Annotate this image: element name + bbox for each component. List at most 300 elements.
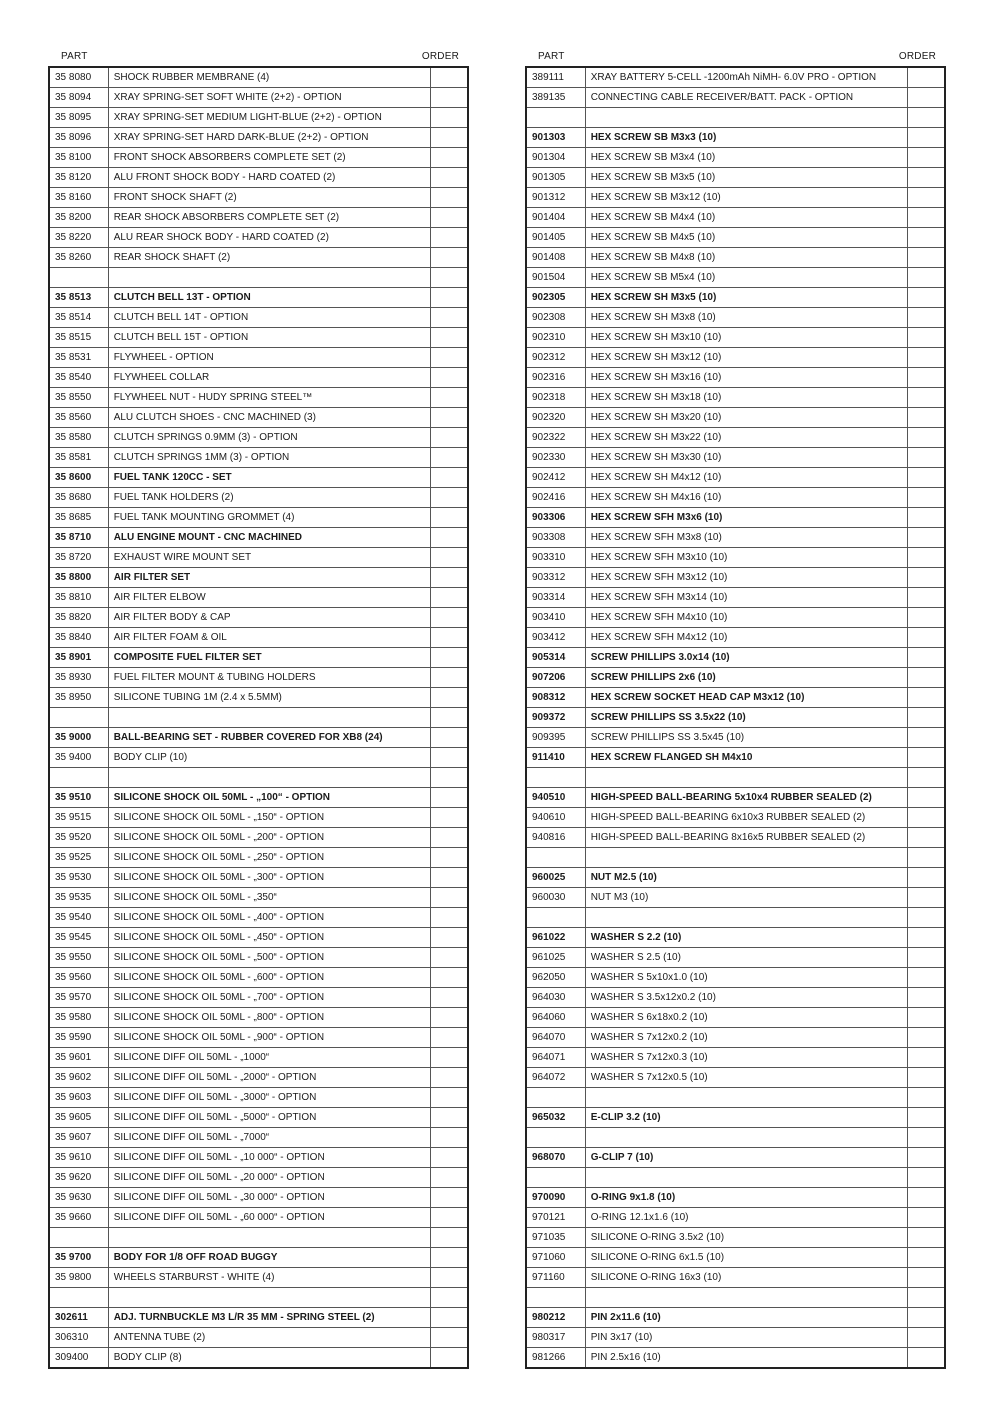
order-quantity-cell[interactable]	[430, 1328, 468, 1348]
order-quantity-cell[interactable]	[907, 968, 945, 988]
order-quantity-cell[interactable]	[907, 1048, 945, 1068]
part-description: ANTENNA TUBE (2)	[108, 1328, 430, 1348]
order-quantity-cell[interactable]	[430, 1248, 468, 1268]
order-quantity-cell[interactable]	[430, 948, 468, 968]
part-number	[526, 1088, 585, 1108]
part-description: CLUTCH BELL 14T - OPTION	[108, 308, 430, 328]
table-row	[526, 248, 945, 268]
order-quantity-cell[interactable]	[430, 308, 468, 328]
table-row	[49, 968, 468, 988]
part-number: 35 8560	[49, 408, 108, 428]
order-quantity-cell[interactable]	[907, 1208, 945, 1228]
part-number: 35 9630	[49, 1188, 108, 1208]
order-quantity-cell[interactable]	[907, 1248, 945, 1268]
order-quantity-cell[interactable]	[430, 1088, 468, 1108]
part-description: HEX SCREW SB M3x12 (10)	[585, 188, 907, 208]
part-description: HEX SCREW SH M3x18 (10)	[585, 388, 907, 408]
order-quantity-cell[interactable]	[907, 868, 945, 888]
order-quantity-cell[interactable]	[430, 408, 468, 428]
table-row	[526, 128, 945, 148]
part-number: 968070	[526, 1148, 585, 1168]
part-number: 35 9570	[49, 988, 108, 1008]
table-row	[526, 528, 945, 548]
order-quantity-cell[interactable]	[907, 88, 945, 108]
part-number	[526, 1168, 585, 1188]
part-description	[108, 1228, 430, 1248]
table-row	[49, 548, 468, 568]
order-quantity-cell[interactable]	[907, 668, 945, 688]
table-row	[49, 628, 468, 648]
table-row	[49, 768, 468, 788]
order-quantity-cell[interactable]	[907, 708, 945, 728]
part-description: WASHER S 7x12x0.5 (10)	[585, 1068, 907, 1088]
part-description: EXHAUST WIRE MOUNT SET	[108, 548, 430, 568]
order-quantity-cell[interactable]	[430, 688, 468, 708]
order-quantity-cell[interactable]	[430, 608, 468, 628]
part-number: 902316	[526, 368, 585, 388]
part-number: 911410	[526, 748, 585, 768]
table-row	[526, 188, 945, 208]
table-row	[526, 768, 945, 788]
order-quantity-cell[interactable]	[430, 568, 468, 588]
order-quantity-cell[interactable]	[430, 1228, 468, 1248]
order-quantity-cell[interactable]	[907, 888, 945, 908]
table-row	[49, 188, 468, 208]
order-quantity-cell[interactable]	[907, 988, 945, 1008]
part-number	[49, 268, 108, 288]
part-description: SILICONE SHOCK OIL 50ML - „350“	[108, 888, 430, 908]
left-parts-table	[48, 66, 469, 1369]
order-quantity-cell[interactable]	[430, 868, 468, 888]
part-description: WASHER S 7x12x0.3 (10)	[585, 1048, 907, 1068]
part-description: O-RING 12.1x1.6 (10)	[585, 1208, 907, 1228]
order-quantity-cell[interactable]	[907, 728, 945, 748]
part-description: ALU ENGINE MOUNT - CNC MACHINED	[108, 528, 430, 548]
part-number: 35 9601	[49, 1048, 108, 1068]
order-quantity-cell[interactable]	[907, 648, 945, 668]
table-row	[526, 828, 945, 848]
order-quantity-cell[interactable]	[430, 1048, 468, 1068]
order-quantity-cell[interactable]	[907, 1348, 945, 1369]
table-row	[526, 1208, 945, 1228]
table-row	[49, 468, 468, 488]
order-quantity-cell[interactable]	[430, 1168, 468, 1188]
part-description: SILICONE SHOCK OIL 50ML - „600“ - OPTION	[108, 968, 430, 988]
table-row	[526, 928, 945, 948]
part-number: 980212	[526, 1308, 585, 1328]
part-description: SILICONE DIFF OIL 50ML - „7000“	[108, 1128, 430, 1148]
table-row	[49, 1348, 468, 1369]
table-row	[526, 568, 945, 588]
part-description: SCREW PHILLIPS SS 3.5x45 (10)	[585, 728, 907, 748]
order-quantity-cell[interactable]	[430, 588, 468, 608]
order-quantity-cell[interactable]	[907, 1288, 945, 1308]
order-quantity-cell[interactable]	[907, 208, 945, 228]
part-description: CLUTCH SPRINGS 0.9MM (3) - OPTION	[108, 428, 430, 448]
order-quantity-cell[interactable]	[907, 288, 945, 308]
order-quantity-cell[interactable]	[430, 1288, 468, 1308]
table-row	[49, 888, 468, 908]
order-quantity-cell[interactable]	[430, 788, 468, 808]
part-number: 35 8220	[49, 228, 108, 248]
order-quantity-cell[interactable]	[907, 828, 945, 848]
table-row	[526, 468, 945, 488]
order-quantity-cell[interactable]	[430, 928, 468, 948]
order-quantity-cell[interactable]	[907, 228, 945, 248]
order-quantity-cell[interactable]	[907, 528, 945, 548]
part-number: 35 8540	[49, 368, 108, 388]
part-description: FRONT SHOCK ABSORBERS COMPLETE SET (2)	[108, 148, 430, 168]
part-description: HIGH-SPEED BALL-BEARING 5x10x4 RUBBER SEALED (2)	[585, 788, 907, 808]
order-quantity-cell[interactable]	[430, 188, 468, 208]
order-quantity-cell[interactable]	[907, 688, 945, 708]
order-quantity-cell[interactable]	[430, 1308, 468, 1328]
part-number: 35 8120	[49, 168, 108, 188]
table-row	[526, 168, 945, 188]
table-row	[49, 668, 468, 688]
order-quantity-cell[interactable]	[907, 468, 945, 488]
part-description: SILICONE DIFF OIL 50ML - „10 000“ - OPTION	[108, 1148, 430, 1168]
part-number: 902318	[526, 388, 585, 408]
part-number: 903314	[526, 588, 585, 608]
part-number: 35 9590	[49, 1028, 108, 1048]
part-number: 35 8810	[49, 588, 108, 608]
order-quantity-cell[interactable]	[430, 1208, 468, 1228]
order-quantity-cell[interactable]	[907, 1188, 945, 1208]
order-quantity-cell[interactable]	[430, 368, 468, 388]
part-description: PIN 2x11.6 (10)	[585, 1308, 907, 1328]
part-description: HEX SCREW SH M3x12 (10)	[585, 348, 907, 368]
table-row	[49, 388, 468, 408]
part-number: 902308	[526, 308, 585, 328]
table-row	[49, 1028, 468, 1048]
part-number: 35 8930	[49, 668, 108, 688]
part-description: XRAY BATTERY 5-CELL -1200mAh NiMH- 6.0V PRO - OPTION	[585, 67, 907, 88]
part-description: SILICONE DIFF OIL 50ML - „30 000“ - OPTION	[108, 1188, 430, 1208]
table-row	[49, 1248, 468, 1268]
part-number: 964072	[526, 1068, 585, 1088]
part-description: SILICONE SHOCK OIL 50ML - „100“ - OPTION	[108, 788, 430, 808]
part-description: WASHER S 3.5x12x0.2 (10)	[585, 988, 907, 1008]
order-quantity-cell[interactable]	[430, 888, 468, 908]
table-row	[526, 788, 945, 808]
order-quantity-cell[interactable]	[907, 1228, 945, 1248]
order-quantity-cell[interactable]	[430, 148, 468, 168]
table-row	[49, 448, 468, 468]
order-quantity-cell[interactable]	[430, 428, 468, 448]
order-quantity-cell[interactable]	[907, 788, 945, 808]
order-quantity-cell[interactable]	[430, 1028, 468, 1048]
order-quantity-cell[interactable]	[430, 488, 468, 508]
part-description: SILICONE O-RING 6x1.5 (10)	[585, 1248, 907, 1268]
table-row	[526, 588, 945, 608]
order-quantity-cell[interactable]	[430, 1188, 468, 1208]
part-description: HEX SCREW SB M4x8 (10)	[585, 248, 907, 268]
order-quantity-cell[interactable]	[430, 228, 468, 248]
part-number: 35 8720	[49, 548, 108, 568]
table-row	[526, 1108, 945, 1128]
part-description	[108, 768, 430, 788]
order-quantity-cell[interactable]	[907, 308, 945, 328]
table-row	[526, 488, 945, 508]
order-quantity-cell[interactable]	[430, 988, 468, 1008]
order-quantity-cell[interactable]	[430, 88, 468, 108]
order-quantity-cell[interactable]	[430, 728, 468, 748]
order-quantity-cell[interactable]	[430, 908, 468, 928]
order-quantity-cell[interactable]	[430, 268, 468, 288]
part-number: 909372	[526, 708, 585, 728]
order-quantity-cell[interactable]	[430, 388, 468, 408]
table-row	[49, 1328, 468, 1348]
table-row	[49, 168, 468, 188]
table-row	[49, 828, 468, 848]
order-quantity-cell[interactable]	[430, 668, 468, 688]
order-quantity-cell[interactable]	[907, 568, 945, 588]
part-description: REAR SHOCK ABSORBERS COMPLETE SET (2)	[108, 208, 430, 228]
order-quantity-cell[interactable]	[907, 848, 945, 868]
table-row	[49, 948, 468, 968]
part-number: 903410	[526, 608, 585, 628]
part-number: 35 8820	[49, 608, 108, 628]
part-description: SILICONE DIFF OIL 50ML - „60 000“ - OPTION	[108, 1208, 430, 1228]
order-quantity-cell[interactable]	[907, 1068, 945, 1088]
table-row	[49, 268, 468, 288]
order-quantity-cell[interactable]	[430, 748, 468, 768]
part-number	[526, 908, 585, 928]
order-quantity-cell[interactable]	[430, 1268, 468, 1288]
table-row	[49, 288, 468, 308]
table-row	[49, 1308, 468, 1328]
part-number: 909395	[526, 728, 585, 748]
part-description	[108, 1288, 430, 1308]
order-quantity-cell[interactable]	[430, 708, 468, 728]
order-quantity-cell[interactable]	[907, 1308, 945, 1328]
part-number: 35 8095	[49, 108, 108, 128]
order-quantity-cell[interactable]	[907, 928, 945, 948]
order-quantity-cell[interactable]	[430, 128, 468, 148]
part-description: HEX SCREW SOCKET HEAD CAP M3x12 (10)	[585, 688, 907, 708]
part-number: 35 8160	[49, 188, 108, 208]
part-description: SILICONE DIFF OIL 50ML - „1000“	[108, 1048, 430, 1068]
table-row	[526, 288, 945, 308]
order-quantity-cell[interactable]	[907, 1108, 945, 1128]
part-number: 35 9530	[49, 868, 108, 888]
table-row	[49, 67, 468, 88]
table-row	[49, 148, 468, 168]
order-quantity-cell[interactable]	[430, 108, 468, 128]
part-description: AIR FILTER ELBOW	[108, 588, 430, 608]
table-row	[49, 488, 468, 508]
part-description: HEX SCREW SB M3x4 (10)	[585, 148, 907, 168]
part-number	[526, 108, 585, 128]
order-quantity-cell[interactable]	[430, 328, 468, 348]
part-number: 309400	[49, 1348, 108, 1369]
order-quantity-cell[interactable]	[907, 67, 945, 88]
part-number: 35 8513	[49, 288, 108, 308]
order-quantity-cell[interactable]	[430, 548, 468, 568]
table-row	[49, 1108, 468, 1128]
table-row	[526, 208, 945, 228]
order-quantity-cell[interactable]	[430, 828, 468, 848]
order-quantity-cell[interactable]	[430, 67, 468, 88]
table-row	[49, 788, 468, 808]
table-row	[526, 368, 945, 388]
part-number: 970121	[526, 1208, 585, 1228]
part-description: BODY CLIP (10)	[108, 748, 430, 768]
order-quantity-cell[interactable]	[430, 848, 468, 868]
part-description: HEX SCREW SFH M3x8 (10)	[585, 528, 907, 548]
part-number: 902320	[526, 408, 585, 428]
order-quantity-cell[interactable]	[430, 768, 468, 788]
order-quantity-cell[interactable]	[907, 908, 945, 928]
order-quantity-cell[interactable]	[430, 168, 468, 188]
part-number: 901405	[526, 228, 585, 248]
part-number: 35 8096	[49, 128, 108, 148]
order-quantity-cell[interactable]	[907, 1028, 945, 1048]
order-quantity-cell[interactable]	[907, 768, 945, 788]
part-number: 35 9800	[49, 1268, 108, 1288]
part-number: 903412	[526, 628, 585, 648]
part-number: 901305	[526, 168, 585, 188]
order-quantity-cell[interactable]	[907, 408, 945, 428]
order-quantity-cell[interactable]	[430, 508, 468, 528]
order-quantity-cell[interactable]	[907, 128, 945, 148]
part-description: HEX SCREW SFH M3x6 (10)	[585, 508, 907, 528]
part-number: 962050	[526, 968, 585, 988]
order-quantity-cell[interactable]	[907, 148, 945, 168]
order-quantity-cell[interactable]	[430, 1148, 468, 1168]
order-quantity-cell[interactable]	[907, 508, 945, 528]
part-description: XRAY SPRING-SET HARD DARK-BLUE (2+2) - OPTION	[108, 128, 430, 148]
part-description: ALU CLUTCH SHOES - CNC MACHINED (3)	[108, 408, 430, 428]
part-description: BODY FOR 1/8 OFF ROAD BUGGY	[108, 1248, 430, 1268]
order-quantity-cell[interactable]	[430, 1128, 468, 1148]
order-quantity-cell[interactable]	[907, 548, 945, 568]
order-quantity-cell[interactable]	[430, 448, 468, 468]
order-quantity-cell[interactable]	[430, 1348, 468, 1369]
order-quantity-cell[interactable]	[907, 1268, 945, 1288]
part-description: SILICONE SHOCK OIL 50ML - „500“ - OPTION	[108, 948, 430, 968]
table-row	[49, 1068, 468, 1088]
order-quantity-cell[interactable]	[430, 348, 468, 368]
part-description: HIGH-SPEED BALL-BEARING 6x10x3 RUBBER SEALED (2)	[585, 808, 907, 828]
order-quantity-cell[interactable]	[907, 608, 945, 628]
table-row	[49, 1008, 468, 1028]
part-number: 903308	[526, 528, 585, 548]
part-description: XRAY SPRING-SET MEDIUM LIGHT-BLUE (2+2) - OPTION	[108, 108, 430, 128]
order-quantity-cell[interactable]	[430, 1068, 468, 1088]
order-quantity-cell[interactable]	[430, 808, 468, 828]
table-row	[49, 1188, 468, 1208]
right-parts-column	[525, 48, 946, 1369]
part-description: FRONT SHOCK SHAFT (2)	[108, 188, 430, 208]
part-number: 901304	[526, 148, 585, 168]
part-number: 940816	[526, 828, 585, 848]
order-quantity-cell[interactable]	[907, 388, 945, 408]
order-quantity-cell[interactable]	[907, 108, 945, 128]
part-number: 960025	[526, 868, 585, 888]
order-quantity-cell[interactable]	[907, 448, 945, 468]
order-quantity-cell[interactable]	[907, 748, 945, 768]
table-row	[526, 508, 945, 528]
part-number: 35 8710	[49, 528, 108, 548]
order-quantity-cell[interactable]	[430, 208, 468, 228]
order-quantity-cell[interactable]	[907, 188, 945, 208]
part-description	[585, 1088, 907, 1108]
part-number: 35 8200	[49, 208, 108, 228]
part-description: HEX SCREW SFH M3x12 (10)	[585, 568, 907, 588]
table-row	[49, 428, 468, 448]
part-description: REAR SHOCK SHAFT (2)	[108, 248, 430, 268]
order-quantity-cell[interactable]	[907, 168, 945, 188]
order-quantity-cell[interactable]	[430, 288, 468, 308]
order-quantity-cell[interactable]	[430, 1108, 468, 1128]
order-quantity-cell[interactable]	[907, 808, 945, 828]
part-description: CLUTCH BELL 13T - OPTION	[108, 288, 430, 308]
order-quantity-cell[interactable]	[907, 488, 945, 508]
order-quantity-cell[interactable]	[907, 368, 945, 388]
part-number: 902310	[526, 328, 585, 348]
part-number	[49, 708, 108, 728]
order-quantity-cell[interactable]	[430, 528, 468, 548]
order-quantity-cell[interactable]	[907, 328, 945, 348]
order-quantity-cell[interactable]	[907, 428, 945, 448]
table-row	[49, 328, 468, 348]
table-row	[526, 908, 945, 928]
order-quantity-cell[interactable]	[907, 588, 945, 608]
order-quantity-cell[interactable]	[907, 628, 945, 648]
table-row	[49, 868, 468, 888]
part-description: SILICONE SHOCK OIL 50ML - „450“ - OPTION	[108, 928, 430, 948]
part-number: 902322	[526, 428, 585, 448]
part-number: 908312	[526, 688, 585, 708]
table-row	[526, 1148, 945, 1168]
order-quantity-cell[interactable]	[907, 1128, 945, 1148]
order-quantity-cell[interactable]	[907, 268, 945, 288]
part-number	[49, 1288, 108, 1308]
order-quantity-cell[interactable]	[430, 248, 468, 268]
part-description: SILICONE TUBING 1M (2.4 x 5.5MM)	[108, 688, 430, 708]
order-quantity-cell[interactable]	[430, 628, 468, 648]
table-row	[49, 408, 468, 428]
order-quantity-cell[interactable]	[907, 348, 945, 368]
order-quantity-cell[interactable]	[430, 648, 468, 668]
order-quantity-cell[interactable]	[907, 1148, 945, 1168]
part-number: 35 9602	[49, 1068, 108, 1088]
order-quantity-cell[interactable]	[907, 1088, 945, 1108]
table-row	[526, 67, 945, 88]
part-description: COMPOSITE FUEL FILTER SET	[108, 648, 430, 668]
order-quantity-cell[interactable]	[430, 468, 468, 488]
part-description: BALL-BEARING SET - RUBBER COVERED FOR XB8 (24)	[108, 728, 430, 748]
table-row	[526, 848, 945, 868]
order-quantity-cell[interactable]	[430, 1008, 468, 1028]
order-quantity-cell[interactable]	[907, 1168, 945, 1188]
table-row	[49, 1208, 468, 1228]
order-quantity-cell[interactable]	[907, 948, 945, 968]
order-quantity-cell[interactable]	[907, 248, 945, 268]
part-number: 965032	[526, 1108, 585, 1128]
table-row	[49, 368, 468, 388]
part-description	[108, 268, 430, 288]
order-quantity-cell[interactable]	[430, 968, 468, 988]
order-quantity-cell[interactable]	[907, 1328, 945, 1348]
part-description: FLYWHEEL NUT - HUDY SPRING STEEL™	[108, 388, 430, 408]
order-quantity-cell[interactable]	[907, 1008, 945, 1028]
table-row	[49, 1148, 468, 1168]
table-row	[49, 308, 468, 328]
part-description: HEX SCREW SFH M3x14 (10)	[585, 588, 907, 608]
